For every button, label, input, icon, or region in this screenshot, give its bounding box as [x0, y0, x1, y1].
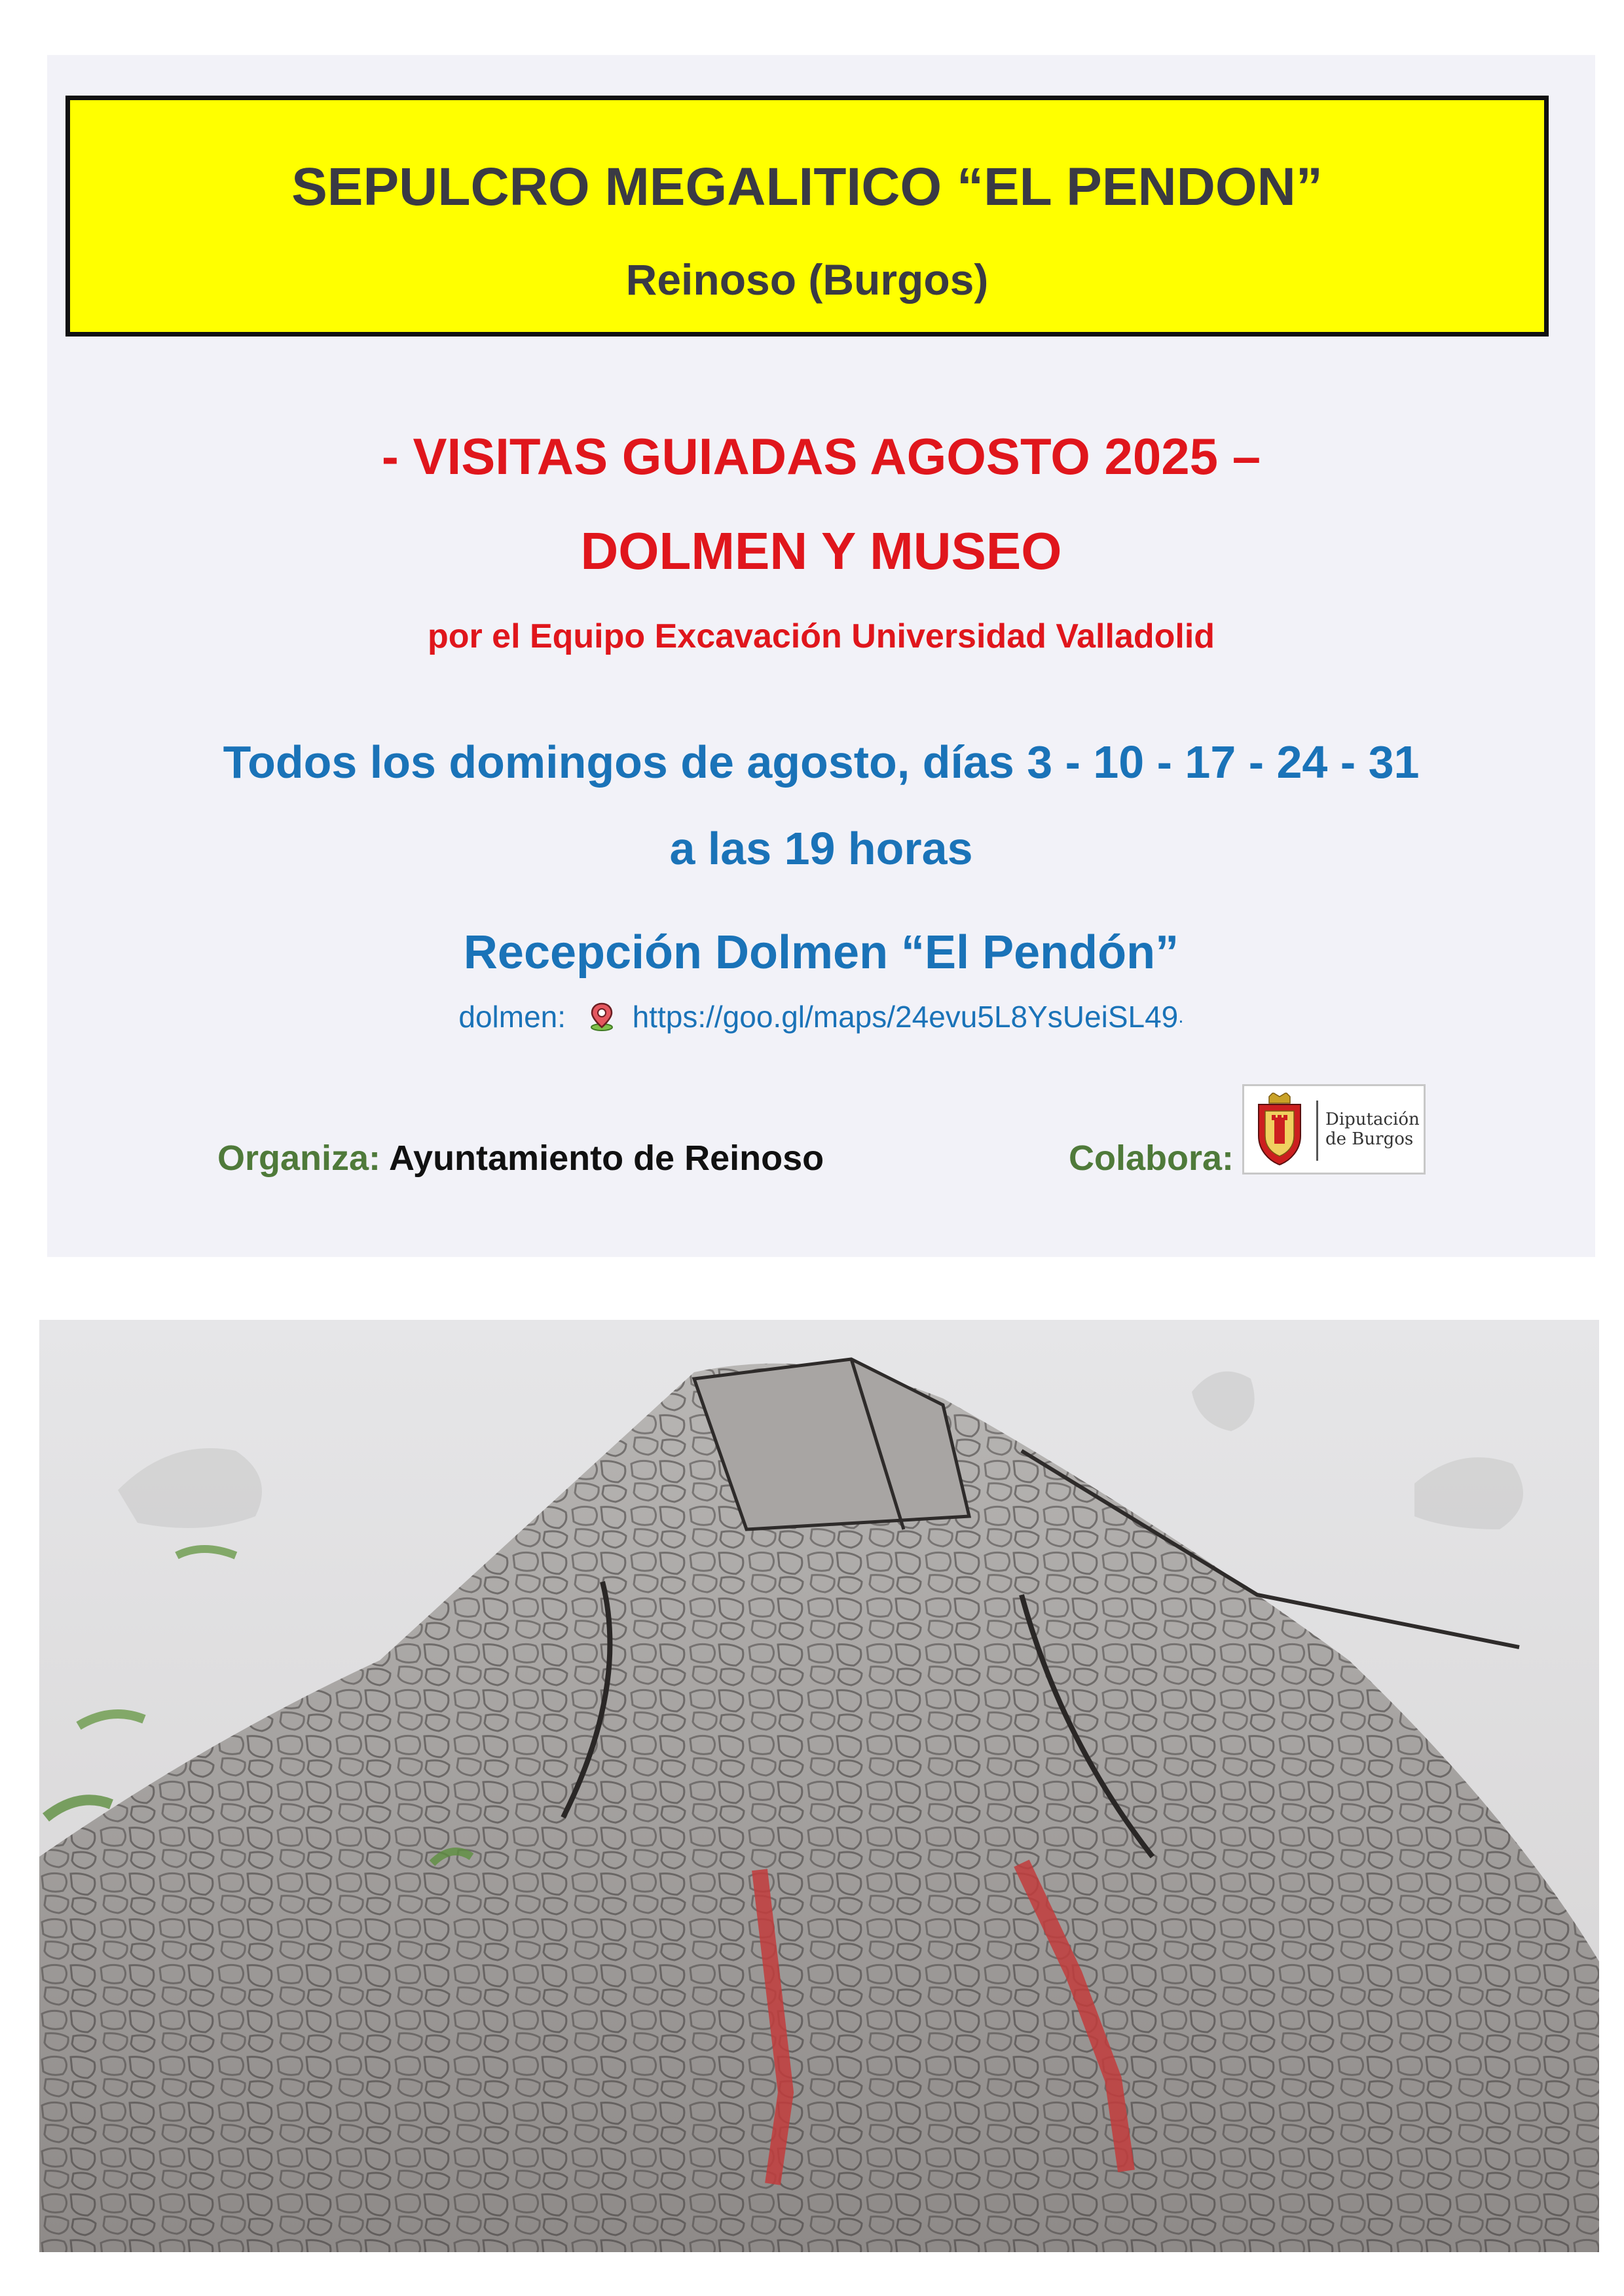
schedule-days: Todos los domingos de agosto, días 3 - 10 - 17 - 24 - 31: [223, 737, 1420, 788]
dolmen-illustration: [39, 1320, 1599, 2252]
schedule-time: a las 19 horas: [669, 823, 973, 874]
diputacion-burgos-logo: [1242, 1084, 1426, 1175]
title-box: [65, 96, 1549, 337]
map-link[interactable]: https://goo.gl/maps/24evu5L8YsUeiSL49: [632, 999, 1179, 1034]
organizer-note: por el Equipo Excavación Universidad Valladolid: [427, 617, 1215, 655]
collaborator-credit: [1069, 1138, 1234, 1178]
organizer-credit: [217, 1138, 824, 1178]
colabora-label: Colabora:: [1069, 1139, 1234, 1178]
map-link-row: [47, 996, 1595, 1034]
page-title: SEPULCRO MEGALITICO “EL PENDON”: [291, 157, 1323, 217]
map-link-suffix: .: [1178, 1005, 1184, 1027]
coat-of-arms-icon: [1249, 1093, 1310, 1166]
organiza-value: Ayuntamiento de Reinoso: [389, 1139, 824, 1178]
event-subheadline: DOLMEN Y MUSEO: [580, 522, 1062, 580]
page-subtitle: Reinoso (Burgos): [625, 255, 989, 304]
logo-text: Diputación de Burgos: [1325, 1110, 1420, 1149]
organiza-label: Organiza:: [217, 1139, 381, 1178]
logo-divider: [1316, 1101, 1318, 1161]
event-headline: - VISITAS GUIADAS AGOSTO 2025 –: [381, 428, 1261, 485]
map-label: dolmen:: [458, 999, 566, 1034]
map-pin-icon: [586, 1001, 618, 1032]
meeting-point: Recepción Dolmen “El Pendón”: [463, 926, 1179, 979]
